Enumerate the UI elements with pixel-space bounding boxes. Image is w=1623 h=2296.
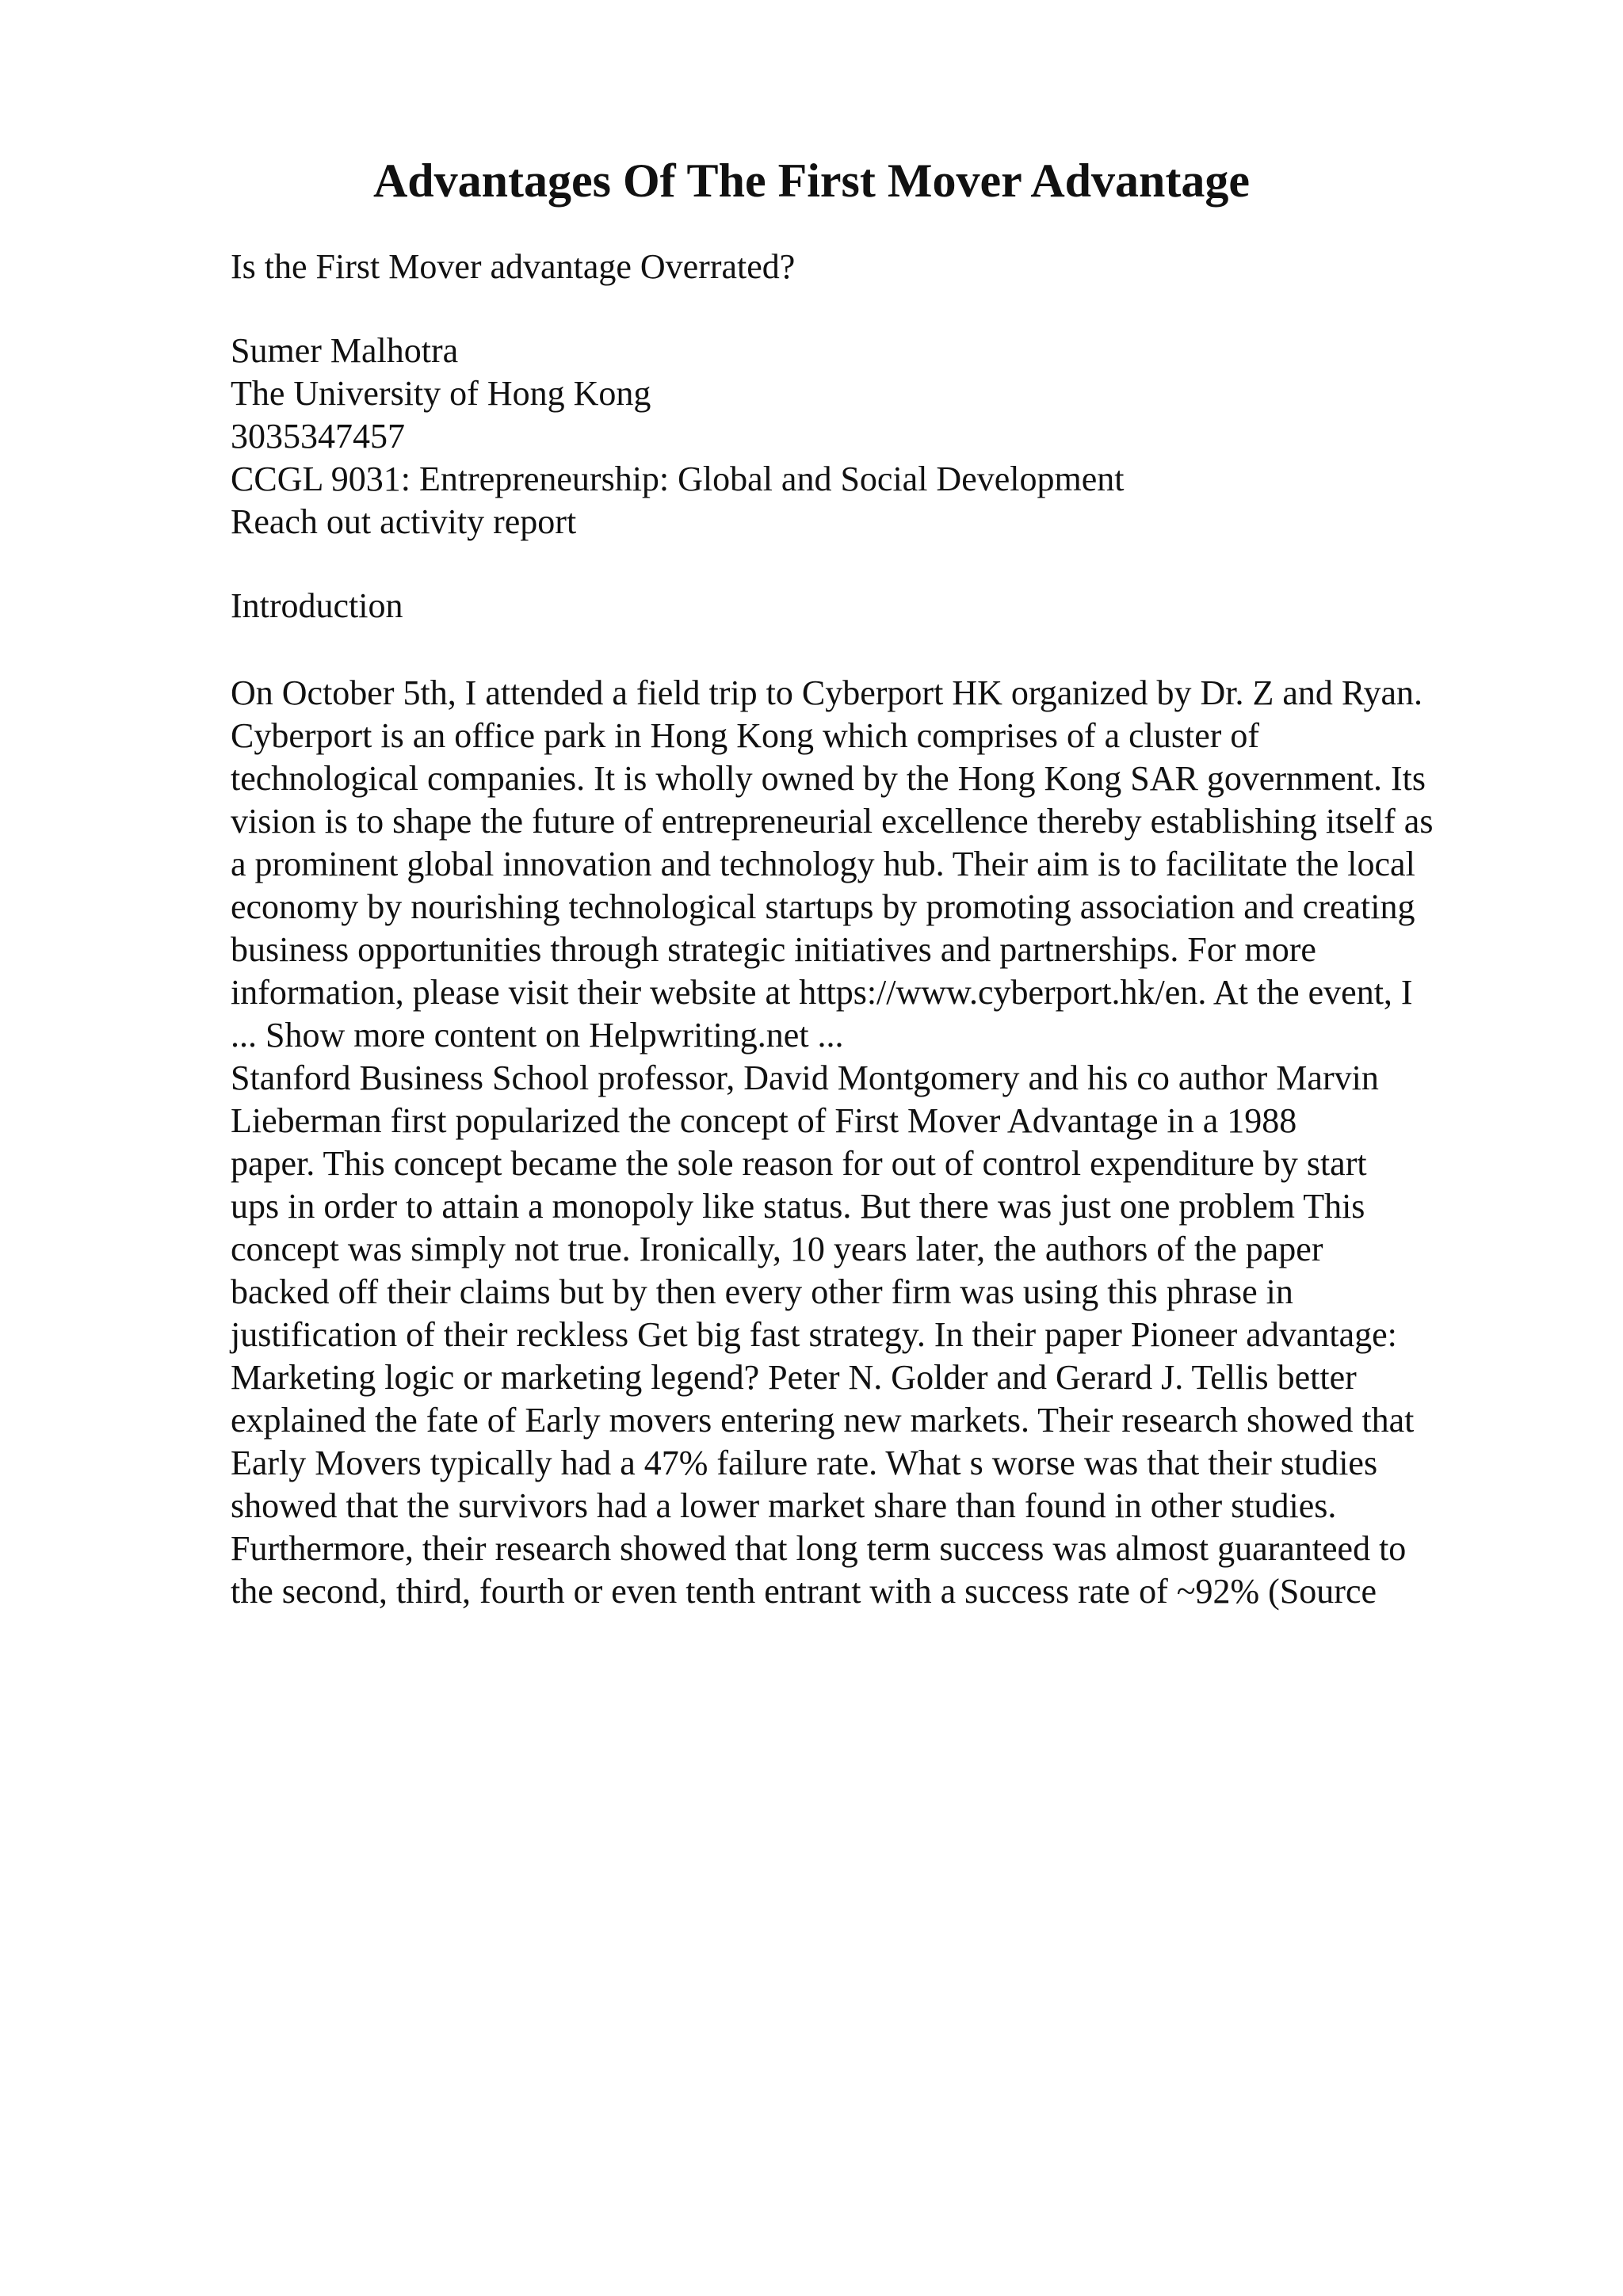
paragraph-introduction: [231, 672, 1514, 1057]
paragraph-line: justification of their reckless Get big fast strategy. In their paper Pioneer advantage:: [231, 1315, 1397, 1354]
paragraph-line: ups in order to attain a monopoly like status. But there was just one problem This: [231, 1187, 1365, 1226]
paragraph-line: On October 5th, I attended a field trip to Cyberport HK organized by Dr. Z and Ryan.: [231, 673, 1423, 712]
paragraph-line: business opportunities through strategic initiatives and partnerships. For more: [231, 930, 1316, 969]
author-name: Sumer Malhotra: [231, 331, 459, 370]
paragraph-first-mover: [231, 1057, 1514, 1613]
paragraph-line: concept was simply not true. Ironically, 10 years later, the authors of the paper: [231, 1230, 1323, 1268]
author-report-type: Reach out activity report: [231, 502, 577, 541]
paragraph-line: a prominent global innovation and technology hub. Their aim is to facilitate the local: [231, 845, 1415, 883]
document-subtitle: Is the First Mover advantage Overrated?: [231, 247, 796, 286]
document-body: [231, 246, 1514, 1613]
paragraph-line: showed that the survivors had a lower market share than found in other studies.: [231, 1486, 1337, 1525]
paragraph-line: paper. This concept became the sole reason for out of control expenditure by start: [231, 1144, 1367, 1183]
paragraph-line: the second, third, fourth or even tenth entrant with a success rate of ~92% (Source: [231, 1572, 1377, 1611]
author-university: The University of Hong Kong: [231, 374, 651, 413]
paragraph-line: vision is to shape the future of entrepreneurial excellence thereby establishing itself as: [231, 802, 1434, 841]
paragraph-line: economy by nourishing technological startups by promoting association and creating: [231, 887, 1415, 926]
paragraph-line: technological companies. It is wholly owned by the Hong Kong SAR government. Its: [231, 759, 1426, 798]
paragraph-line: Early Movers typically had a 47% failure rate. What s worse was that their studies: [231, 1444, 1378, 1482]
paragraph-line: Furthermore, their research showed that long term success was almost guaranteed to: [231, 1529, 1407, 1568]
document-title: Advantages Of The First Mover Advantage: [372, 154, 1251, 207]
author-course: CCGL 9031: Entrepreneurship: Global and Social Development: [231, 460, 1125, 498]
author-block: [231, 330, 1514, 543]
paragraph-line: Lieberman first popularized the concept of First Mover Advantage in a 1988: [231, 1101, 1297, 1140]
section-heading-introduction: Introduction: [231, 586, 403, 625]
paragraph-line: Stanford Business School professor, David Montgomery and his co author Marvin: [231, 1058, 1379, 1097]
paragraph-line: backed off their claims but by then every other firm was using this phrase in: [231, 1272, 1293, 1311]
show-more-line: ... Show more content on Helpwriting.net ...: [231, 1016, 844, 1055]
paragraph-line: Cyberport is an office park in Hong Kong which comprises of a cluster of: [231, 716, 1260, 755]
paragraph-line: information, please visit their website at https://www.cyberport.hk/en. At the event, I: [231, 973, 1413, 1012]
paragraph-line: explained the fate of Early movers entering new markets. Their research showed that: [231, 1401, 1415, 1440]
paragraph-line: Marketing logic or marketing legend? Peter N. Golder and Gerard J. Tellis better: [231, 1358, 1357, 1397]
author-student-id: 3035347457: [231, 417, 405, 456]
